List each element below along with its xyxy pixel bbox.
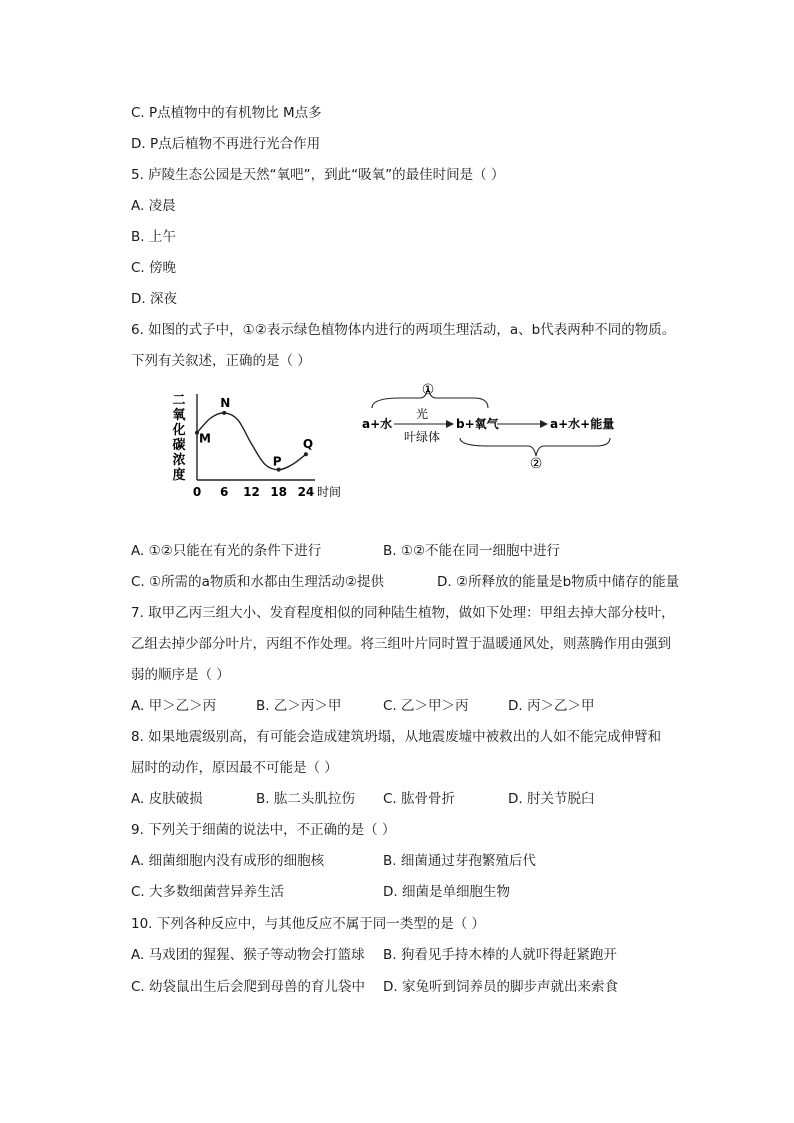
q4-option-d: D. P点后植物不再进行光合作用 — [131, 136, 321, 152]
chart-point-label-m: M — [199, 431, 211, 446]
q8-option-a: A. 皮肤破损 — [131, 791, 203, 807]
q10-option-d: D. 家兔听到饲养员的脚步声就出来索食 — [383, 979, 618, 995]
q4-option-c: C. P点植物中的有机物比 M点多 — [131, 105, 322, 121]
q9-option-c: C. 大多数细菌营异养生活 — [131, 884, 285, 900]
q10-option-a: A. 马戏团的猩猩、猴子等动物会打篮球 — [131, 947, 365, 963]
label-1: ① — [421, 382, 435, 398]
q7-option-a: A. 甲＞乙＞丙 — [131, 698, 217, 714]
chart-point-label-q: Q — [302, 437, 314, 452]
chart-y-axis-label — [171, 393, 186, 483]
q6-option-a: A. ①②只能在有光的条件下进行 — [131, 543, 322, 559]
chart-point-q — [304, 452, 308, 456]
q6-stem-line-2: 下列有关叙述，正确的是（ ） — [131, 353, 311, 369]
reactant-left: a+水 — [362, 417, 393, 431]
chart-point-label-p: P — [272, 454, 282, 469]
arrow-1-head — [446, 420, 454, 428]
chart-x-axis-label: 时间 — [317, 485, 342, 499]
q10-stem: 10. 下列各种反应中，与其他反应不属于同一类型的是（ ） — [131, 916, 486, 932]
x-tick-label: 6 — [220, 485, 229, 499]
y-label-char: 氧 — [172, 408, 186, 423]
x-tick-label: 18 — [270, 485, 288, 499]
q5-option-a: A. 凌晨 — [131, 198, 176, 214]
brace-2 — [460, 438, 610, 456]
q8-stem-line-2: 屈时的动作，原因最不可能是（ ） — [131, 760, 338, 776]
q5-stem: 5. 庐陵生态公园是天然“氧吧”，到此“吸氧”的最佳时间是（ ） — [131, 167, 505, 183]
q8-option-d: D. 肘关节脱臼 — [508, 791, 595, 807]
arrow-1-condition-above: 光 — [415, 407, 429, 421]
q8-option-b: B. 肱二头肌拉伤 — [256, 791, 355, 807]
product-right: a+水+能量 — [550, 417, 615, 431]
chart-point-n — [222, 411, 226, 415]
product-middle: b+氧气 — [456, 417, 499, 431]
q6-option-d: D. ②所释放的能量是b物质中储存的能量 — [437, 574, 680, 590]
co2-concentration-chart — [165, 380, 350, 505]
y-label-char: 碳 — [172, 438, 186, 453]
q9-option-b: B. 细菌通过芽孢繁殖后代 — [383, 853, 536, 869]
q7-option-d: D. 丙＞乙＞甲 — [508, 698, 595, 714]
chart-point-label-n: N — [220, 395, 231, 410]
q5-option-d: D. 深夜 — [131, 291, 177, 307]
q7-stem-line-3: 弱的顺序是（ ） — [131, 667, 230, 683]
y-label-char: 浓 — [172, 453, 186, 468]
q7-stem-line-1: 7. 取甲乙丙三组大小、发育程度相似的同种陆生植物，做如下处理：甲组去掉大部分枝叶， — [131, 605, 675, 621]
q8-stem-line-1: 8. 如果地震级别高，有可能会造成建筑坍塌，从地震废墟中被救出的人如不能完成伸臂和 — [131, 729, 662, 745]
q9-option-a: A. 细菌细胞内没有成形的细胞核 — [131, 853, 325, 869]
arrow-2-head — [540, 420, 548, 428]
q10-option-c: C. 幼袋鼠出生后会爬到母兽的育儿袋中 — [131, 979, 366, 995]
q5-option-c: C. 傍晚 — [131, 260, 177, 276]
q7-option-b: B. 乙＞丙＞甲 — [256, 698, 342, 714]
chart-curve — [197, 413, 306, 470]
q6-option-b: B. ①②不能在同一细胞中进行 — [383, 543, 561, 559]
x-tick-label: 12 — [243, 485, 260, 499]
y-label-char: 化 — [172, 423, 186, 438]
x-tick-label: 24 — [297, 485, 315, 499]
q6-stem-line-1: 6. 如图的式子中，①②表示绿色植物体内进行的两项生理活动，a、b代表两种不同的物质。 — [131, 322, 676, 338]
q9-stem: 9. 下列关于细菌的说法中，不正确的是（ ） — [131, 822, 396, 838]
y-label-char: 二 — [172, 393, 186, 408]
y-label-char: 度 — [172, 468, 186, 483]
q8-option-c: C. 肱骨骨折 — [383, 791, 456, 807]
q10-option-b: B. 狗看见手持木棒的人就吓得赶紧跑开 — [383, 947, 617, 963]
chart-points — [195, 396, 313, 472]
q7-stem-line-2: 乙组去掉少部分叶片，丙组不作处理。将三组叶片同时置于温暖通风处，则蒸腾作用由强到 — [131, 636, 671, 652]
label-2: ② — [529, 456, 543, 470]
reaction-scheme — [360, 380, 630, 470]
q7-option-c: C. 乙＞甲＞丙 — [383, 698, 469, 714]
x-tick-label: 0 — [192, 485, 202, 499]
chart-x-ticks — [193, 485, 314, 499]
q5-option-b: B. 上午 — [131, 229, 176, 245]
q9-option-d: D. 细菌是单细胞生物 — [383, 884, 510, 900]
arrow-1-condition-below: 叶绿体 — [403, 430, 441, 444]
q6-option-c: C. ①所需的a物质和水都由生理活动②提供 — [131, 574, 384, 590]
